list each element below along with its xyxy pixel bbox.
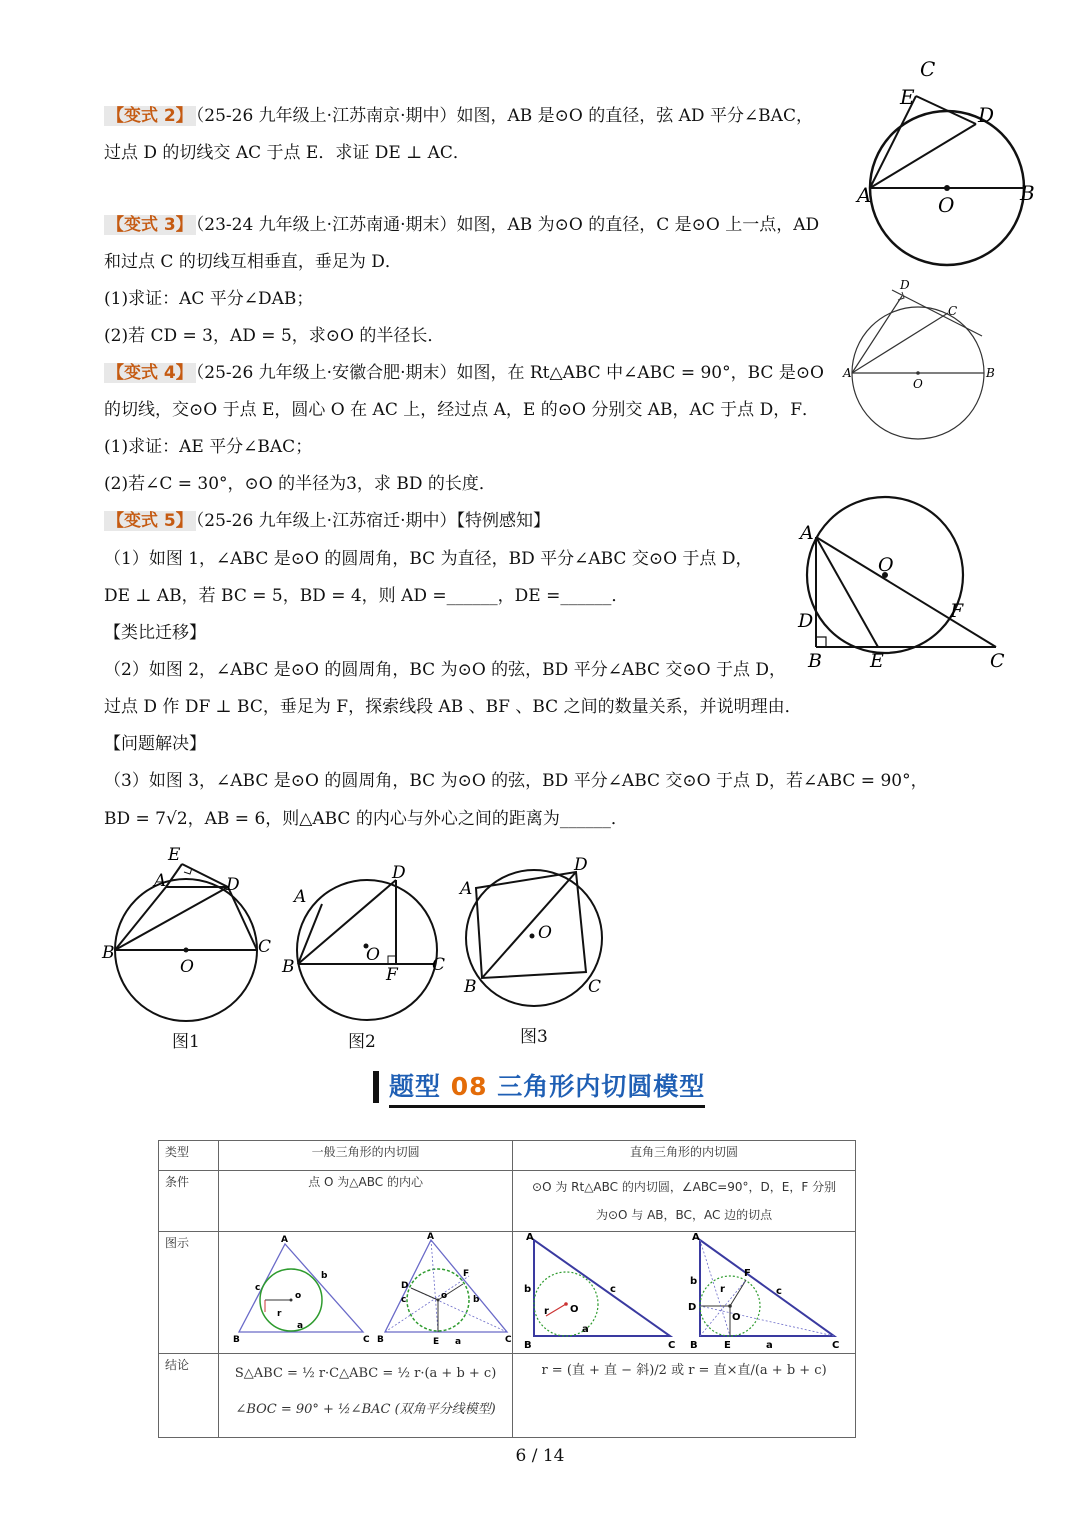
svg-text:A: A xyxy=(460,879,473,899)
v5-h3: 【问题解决】 xyxy=(104,734,206,754)
svg-text:C: C xyxy=(258,937,272,957)
v2-line2: 过点 D 的切线交 AC 于点 E．求证 DE ⊥ AC． xyxy=(104,143,470,163)
svg-text:B: B xyxy=(282,957,295,977)
svg-text:r: r xyxy=(276,1309,282,1319)
conclusion-general: S△ABC = ½ r·C△ABC = ½ r·(a + b + c) ∠BOC = 90° + ½∠BAC (双角平分线模型) xyxy=(219,1354,513,1438)
svg-text:A: A xyxy=(692,1232,700,1243)
v4-q1: (1)求证：AE 平分∠BAC； xyxy=(104,437,313,457)
svg-text:C: C xyxy=(920,57,936,81)
table-row-figure xyxy=(159,1232,856,1354)
svg-text:c: c xyxy=(610,1284,616,1295)
svg-text:B: B xyxy=(1020,181,1035,205)
header-general: 一般三角形的内切圆 xyxy=(219,1141,513,1171)
svg-text:B: B xyxy=(986,366,995,380)
svg-text:C: C xyxy=(668,1340,676,1351)
header-right: 直角三角形的内切圆 xyxy=(513,1141,856,1171)
v3-figure xyxy=(840,276,1000,446)
svg-text:E: E xyxy=(168,845,181,865)
svg-text:D: D xyxy=(900,278,910,292)
svg-text:O: O xyxy=(538,923,552,943)
svg-text:C: C xyxy=(432,955,446,975)
v3-line1: 【变式 3】 （23-24 九年级上·江苏南通·期末）如图，AB 为⊙O 的直径，C 是⊙O 上一点，AD xyxy=(104,213,819,237)
svg-text:F: F xyxy=(386,965,398,985)
svg-text:C: C xyxy=(948,304,958,318)
svg-text:A: A xyxy=(526,1232,534,1243)
svg-text:A: A xyxy=(800,522,814,544)
fig2-caption: 图2 xyxy=(348,1032,376,1052)
svg-text:a: a xyxy=(296,1321,303,1331)
condition-general: 点 O 为△ABC 的内心 xyxy=(219,1171,513,1232)
svg-text:B: B xyxy=(524,1340,532,1351)
svg-text:b: b xyxy=(690,1276,698,1287)
v4-figure xyxy=(790,495,1010,675)
fig1-caption: 图1 xyxy=(172,1032,200,1052)
svg-text:A: A xyxy=(843,366,852,380)
fig3-caption: 图3 xyxy=(520,1027,548,1047)
svg-text:o: o xyxy=(294,1291,301,1301)
svg-text:b: b xyxy=(472,1295,480,1305)
svg-text:E: E xyxy=(724,1340,731,1351)
svg-text:B: B xyxy=(464,977,477,997)
svg-text:O: O xyxy=(938,193,955,217)
right-incircle-diagrams xyxy=(514,1232,854,1350)
svg-text:B: B xyxy=(808,650,822,672)
svg-text:A: A xyxy=(280,1235,288,1245)
v5-p2b: 过点 D 作 DF ⊥ BC，垂足为 F，探索线段 AB 、BF 、BC 之间的数量关系，并说明理由． xyxy=(104,697,802,717)
table-row-condition xyxy=(159,1171,856,1232)
svg-text:E: E xyxy=(432,1337,439,1347)
svg-text:C: C xyxy=(832,1340,840,1351)
svg-text:C: C xyxy=(588,977,602,997)
incircle-model-table xyxy=(158,1140,856,1438)
condition-label: 条件 xyxy=(159,1171,219,1232)
svg-text:b: b xyxy=(320,1271,328,1281)
svg-text:E: E xyxy=(900,85,915,109)
svg-text:D: D xyxy=(978,103,995,127)
svg-text:O: O xyxy=(570,1304,579,1315)
svg-text:D: D xyxy=(392,863,406,883)
v3-tag: 【变式 3】 xyxy=(104,215,196,235)
svg-text:O: O xyxy=(366,945,380,965)
v2-figure xyxy=(852,58,1042,268)
svg-text:A: A xyxy=(294,887,307,907)
svg-text:c: c xyxy=(776,1286,782,1297)
svg-text:O: O xyxy=(732,1312,741,1323)
page-number: 6 / 14 xyxy=(515,1446,565,1466)
svg-text:A: A xyxy=(857,183,872,207)
svg-text:A: A xyxy=(154,871,167,891)
v5-p3a: （3）如图 3，∠ABC 是⊙O 的圆周角，BC 为⊙O 的弦，BD 平分∠ABC 交⊙O 于点 D，若∠ABC = 90°， xyxy=(104,771,928,791)
svg-text:c: c xyxy=(400,1295,406,1305)
section-bar xyxy=(373,1071,379,1103)
svg-text:O: O xyxy=(878,554,894,576)
section-heading: 题型 08 三角形内切圆模型 xyxy=(389,1067,705,1108)
conclusion-label: 结论 xyxy=(159,1354,219,1438)
svg-text:B: B xyxy=(102,943,115,963)
v5-p3b: BD = 7√2，AB = 6，则△ABC 的内心与外心之间的距离为______． xyxy=(104,809,628,829)
v5-line1: 【变式 5】 （25-26 九年级上·江苏宿迁·期中）【特例感知】 xyxy=(104,509,550,533)
svg-text:B: B xyxy=(690,1340,698,1351)
section-title xyxy=(373,1068,705,1106)
figure-2 xyxy=(278,862,450,1022)
svg-text:o: o xyxy=(440,1291,447,1301)
svg-text:D: D xyxy=(400,1281,409,1291)
svg-text:E: E xyxy=(870,650,884,672)
v5-p1a: （1）如图 1，∠ABC 是⊙O 的圆周角，BC 为直径，BD 平分∠ABC 交⊙O 于点 D， xyxy=(104,549,753,569)
v4-tag: 【变式 4】 xyxy=(104,363,196,383)
table-header-row xyxy=(159,1141,856,1171)
header-type: 类型 xyxy=(159,1141,219,1171)
v5-p2a: （2）如图 2，∠ABC 是⊙O 的圆周角，BC 为⊙O 的弦，BD 平分∠ABC 交⊙O 于点 D， xyxy=(104,660,787,680)
svg-text:O: O xyxy=(913,377,923,391)
svg-text:D: D xyxy=(798,610,814,632)
v2-line1: 【变式 2】 （25-26 九年级上·江苏南京·期中）如图，AB 是⊙O 的直径，弦 AD 平分∠BAC， xyxy=(104,104,813,128)
v4-q2: (2)若∠C = 30°，⊙O 的半径为3，求 BD 的长度． xyxy=(104,474,496,494)
figure-general xyxy=(219,1232,513,1354)
svg-text:c: c xyxy=(254,1283,260,1293)
svg-text:C: C xyxy=(362,1335,370,1345)
svg-text:a: a xyxy=(766,1340,773,1351)
svg-text:r: r xyxy=(544,1306,549,1317)
v3-q2: (2)若 CD = 3，AD = 5，求⊙O 的半径长． xyxy=(104,326,445,346)
figure-right xyxy=(513,1232,856,1354)
svg-text:B: B xyxy=(232,1335,240,1345)
v3-line2: 和过点 C 的切线互相垂直，垂足为 D． xyxy=(104,252,402,272)
v5-p1b: DE ⊥ AB，若 BC = 5，BD = 4，则 AD =______，DE =______． xyxy=(104,586,629,606)
svg-text:A: A xyxy=(426,1232,434,1242)
v2-tag: 【变式 2】 xyxy=(104,106,196,126)
v5-h2: 【类比迁移】 xyxy=(104,623,206,643)
svg-text:D: D xyxy=(688,1302,697,1313)
v5-tag: 【变式 5】 xyxy=(104,511,196,531)
svg-text:F: F xyxy=(950,600,964,622)
svg-text:D: D xyxy=(574,855,588,875)
svg-text:B: B xyxy=(376,1335,384,1345)
figure-1 xyxy=(100,842,280,1032)
svg-text:a: a xyxy=(582,1324,589,1335)
v4-line2: 的切线，交⊙O 于点 E，圆心 O 在 AC 上，经过点 A，E 的⊙O 分别交 AB，AC 于点 D，F． xyxy=(104,400,820,420)
condition-right: ⊙O 为 Rt△ABC 的内切圆，∠ABC=90°，D，E，F 分别 为⊙O 与 AB，BC，AC 边的切点 xyxy=(513,1171,856,1232)
svg-text:F: F xyxy=(744,1268,751,1279)
figure-label: 图示 xyxy=(159,1232,219,1354)
figure-3 xyxy=(456,855,616,1020)
conclusion-right: r = (直 + 直 − 斜)/2 或 r = 直×直/(a + b + c) xyxy=(513,1354,856,1438)
svg-text:C: C xyxy=(990,650,1005,672)
v4-line1: 【变式 4】 （25-26 九年级上·安徽合肥·期末）如图，在 Rt△ABC 中∠ABC = 90°，BC 是⊙O xyxy=(104,361,824,385)
general-incircle-diagrams xyxy=(225,1232,512,1350)
svg-text:r: r xyxy=(720,1284,725,1295)
v3-q1: (1)求证：AC 平分∠DAB； xyxy=(104,289,314,309)
svg-text:b: b xyxy=(524,1284,532,1295)
svg-text:C: C xyxy=(504,1335,512,1345)
svg-text:D: D xyxy=(226,875,240,895)
svg-text:O: O xyxy=(180,957,194,977)
svg-text:F: F xyxy=(462,1269,469,1279)
svg-text:a: a xyxy=(454,1337,461,1347)
table-row-conclusion xyxy=(159,1354,856,1438)
